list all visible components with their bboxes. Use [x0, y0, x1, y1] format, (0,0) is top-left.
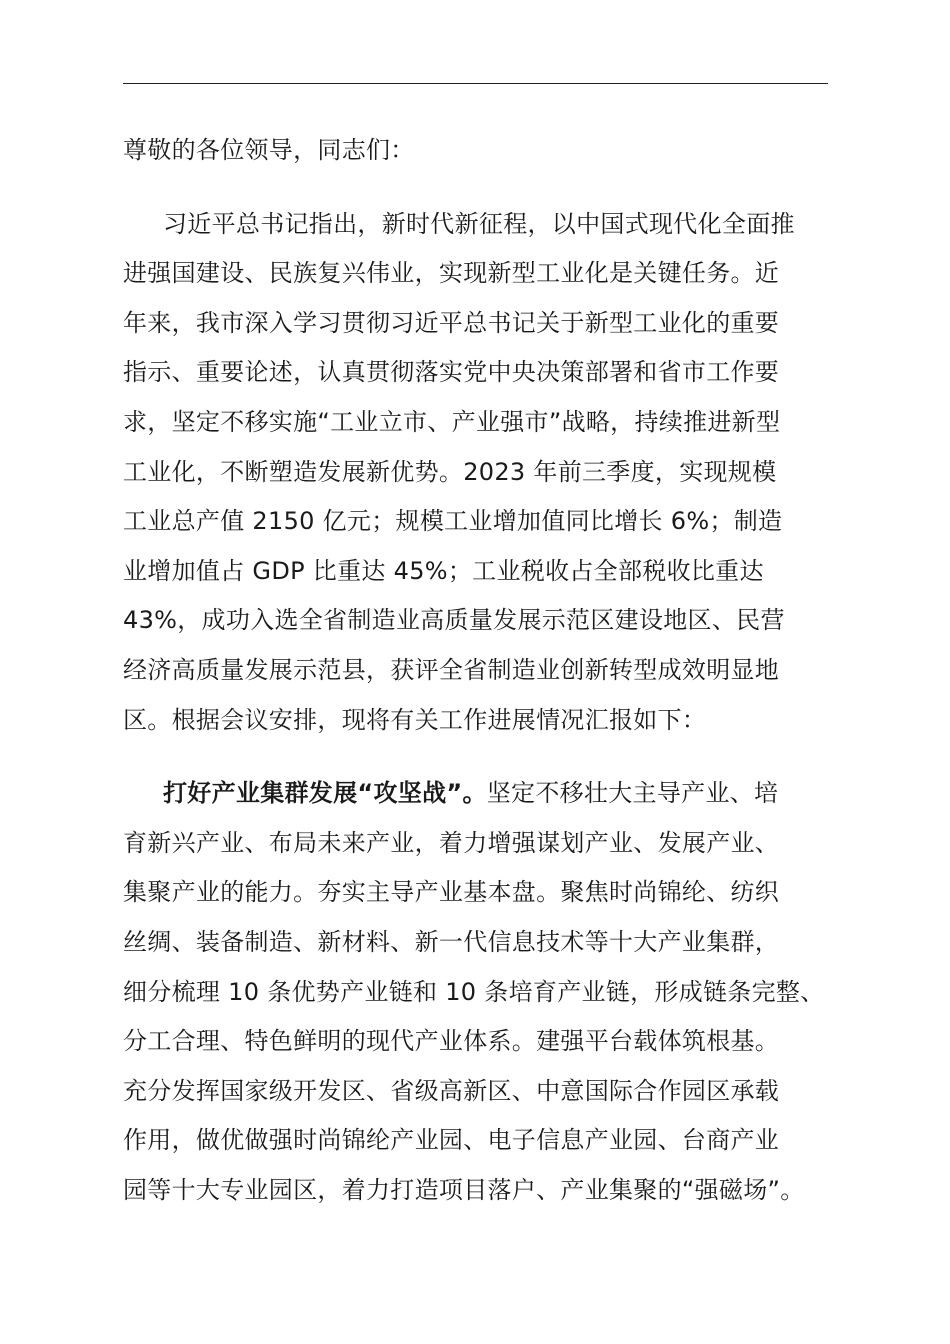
- paragraph-line: 业增加值占 GDP 比重达 45%；工业税收占全部税收比重达: [123, 556, 764, 585]
- paragraph-intro: [123, 200, 845, 746]
- paragraph-line: 求，坚定不移实施“工业立市、产业强市”战略，持续推进新型: [123, 407, 781, 436]
- paragraph-line: 作用，做优做强时尚锦纶产业园、电子信息产业园、台商产业: [123, 1126, 780, 1155]
- paragraph-line: 分工合理、特色鲜明的现代产业体系。建强平台载体筑根基。: [123, 1027, 780, 1056]
- paragraph-line: 区。根据会议安排，现将有关工作进展情况汇报如下：: [123, 705, 707, 734]
- paragraph-line: 习近平总书记指出，新时代新征程，以中国式现代化全面推: [163, 209, 795, 238]
- paragraph-line-rest: 坚定不移壮大主导产业、培: [486, 779, 779, 808]
- paragraph-line: 43%，成功入选全省制造业高质量发展示范区建设地区、民营: [123, 606, 785, 635]
- paragraph-gap: [123, 745, 845, 769]
- paragraph-line: 进强国建设、民族复兴伟业，实现新型工业化是关键任务。近: [123, 259, 780, 288]
- paragraph-line: 园等十大专业园区，着力打造项目落户、产业集聚的“强磁场”。: [123, 1175, 805, 1204]
- paragraph-line: 年来，我市深入学习贯彻习近平总书记关于新型工业化的重要: [123, 308, 780, 337]
- paragraph-line: 工业化，不断塑造发展新优势。2023 年前三季度，实现规模: [123, 457, 777, 486]
- greeting: 尊敬的各位领导，同志们：: [123, 136, 415, 164]
- paragraph-line: 育新兴产业、布局未来产业，着力增强谋划产业、发展产业、: [123, 828, 780, 857]
- document-body: [123, 126, 845, 1215]
- paragraph-line: 工业总产值 2150 亿元；规模工业增加值同比增长 6%；制造: [123, 507, 783, 536]
- paragraph-line: 充分发挥国家级开发区、省级高新区、中意国际合作园区承载: [123, 1076, 780, 1105]
- paragraph-line: 集聚产业的能力。夯实主导产业基本盘。聚焦时尚锦纶、纺织: [123, 878, 780, 907]
- paragraph-line: 细分梳理 10 条优势产业链和 10 条培育产业链，形成链条完整、: [123, 977, 825, 1006]
- header-rule: [123, 83, 828, 84]
- paragraph-line: 指示、重要论述，认真贯彻落实党中央决策部署和省市工作要: [123, 358, 780, 387]
- paragraph-line: 丝绸、装备制造、新材料、新一代信息技术等十大产业集群，: [123, 927, 780, 956]
- paragraph-first-line: [123, 769, 845, 819]
- section-heading: 打好产业集群发展“攻坚战”。: [163, 779, 487, 808]
- paragraph-line: 经济高质量发展示范县，获评全省制造业创新转型成效明显地: [123, 655, 780, 684]
- paragraph-industry-clusters: [123, 769, 845, 1215]
